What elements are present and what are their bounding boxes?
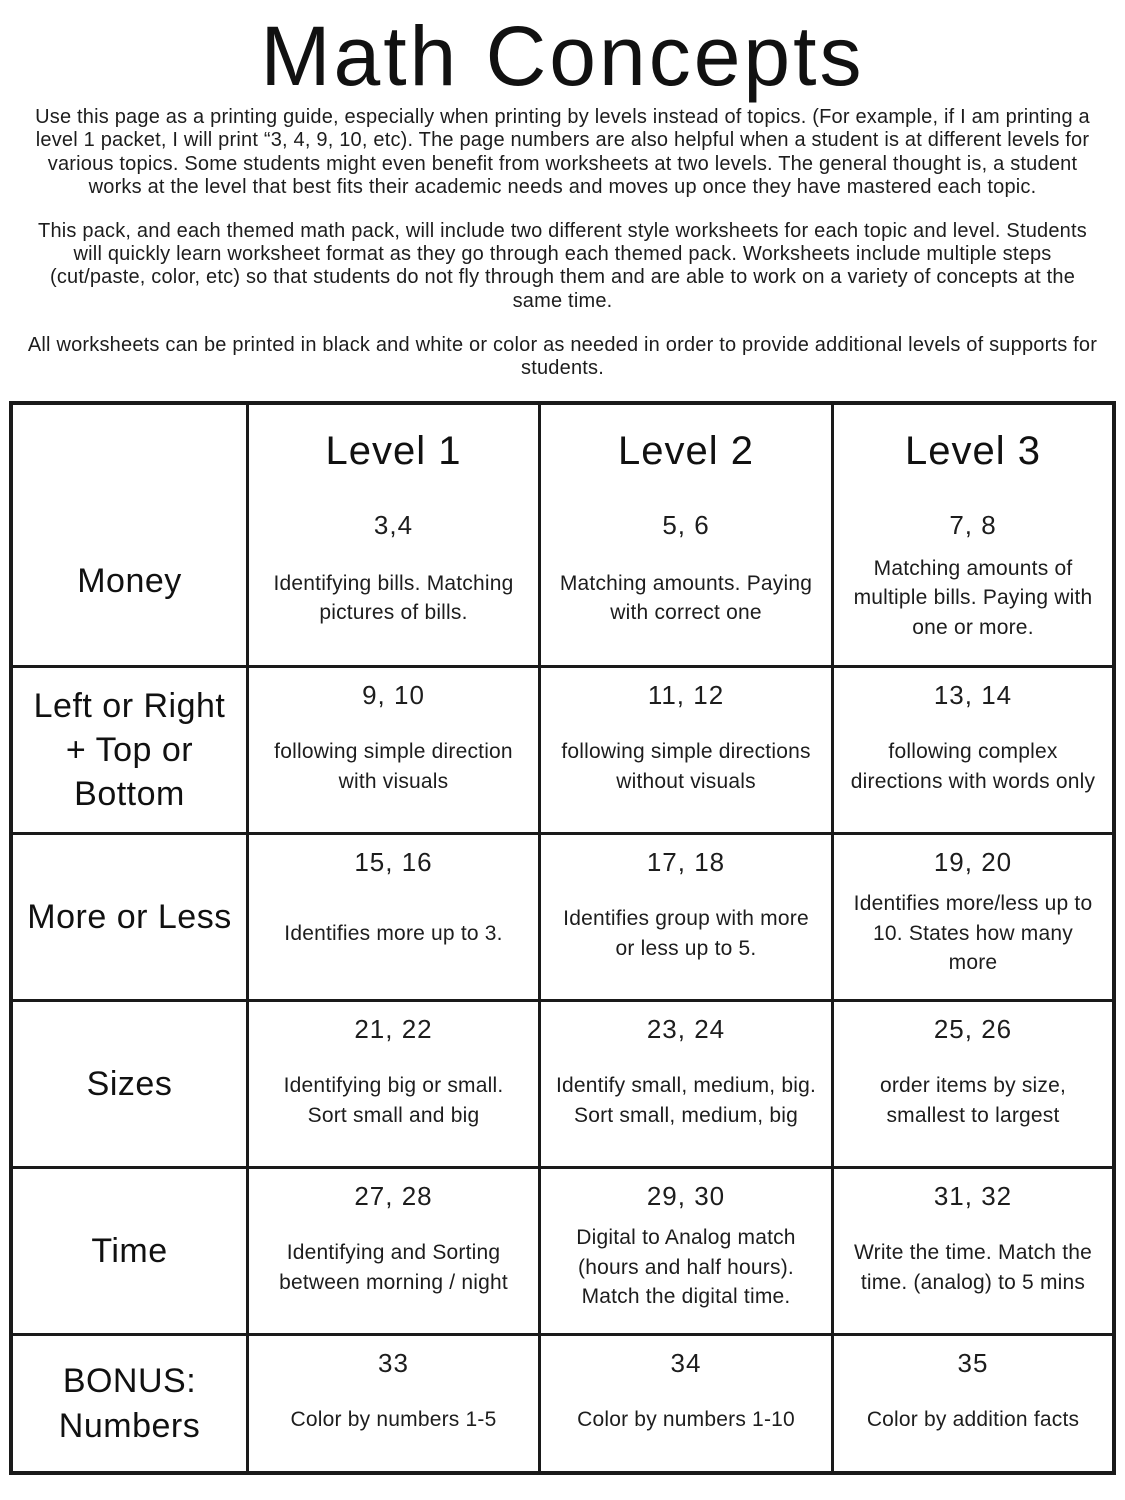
- level-cell: [246, 1169, 538, 1333]
- topic-cell: Money: [77, 562, 182, 601]
- cell-desc: Digital to Analog match (hours and half hours). Match the digital time.: [576, 1226, 796, 1309]
- cell-pages: 13, 14: [933, 680, 1013, 711]
- cell-pages: 27, 28: [354, 1181, 433, 1212]
- cell-pages: 25, 26: [933, 1014, 1013, 1045]
- cell-pages: 5, 6: [662, 510, 710, 541]
- cell-pages: 11, 12: [647, 680, 725, 711]
- cell-pages: 29, 30: [646, 1181, 726, 1212]
- table-row: [13, 999, 1112, 1166]
- level-cell: [831, 498, 1112, 665]
- cell-pages: 21, 22: [354, 1014, 433, 1045]
- cell-pages: 31, 32: [933, 1181, 1013, 1212]
- cell-desc: Matching amounts of multiple bills. Paying with one or more.: [853, 556, 1093, 639]
- level-cell: [538, 1002, 831, 1166]
- level-cell: [831, 835, 1112, 999]
- header-cell-level-2: Level 2: [538, 405, 831, 498]
- cell-pages: 23, 24: [646, 1014, 726, 1045]
- level-cell: [831, 1169, 1112, 1333]
- level-cell: [246, 1336, 538, 1471]
- topic-cell: Left or Right + Top or Bottom: [33, 686, 226, 814]
- header-cell-level-3: Level 3: [831, 405, 1112, 498]
- level-cell: [538, 835, 831, 999]
- cell-desc: Matching amounts. Paying with correct one: [559, 571, 813, 625]
- table-row: [13, 832, 1112, 999]
- cell-desc: Identify small, medium, big. Sort small, medium, big: [555, 1074, 817, 1127]
- cell-desc: Identifying big or small. Sort small and big: [283, 1074, 504, 1127]
- page-title: Math Concepts: [260, 9, 865, 103]
- intro-paragraph: All worksheets can be printed in black and white or color as needed in order to provide additional levels of supports for students.: [27, 333, 1098, 379]
- level-cell: [538, 498, 831, 665]
- topic-cell: Time: [91, 1231, 168, 1270]
- table-row: [13, 665, 1112, 832]
- cell-desc: Identifying and Sorting between morning / night: [279, 1241, 508, 1294]
- cell-desc: Color by numbers 1-10: [577, 1408, 795, 1432]
- cell-desc: Color by numbers 1-5: [290, 1408, 497, 1432]
- level-cell: [538, 668, 831, 832]
- cell-desc: Color by addition facts: [866, 1408, 1080, 1432]
- topic-cell: BONUS: Numbers: [58, 1362, 201, 1445]
- header-cell-topic: [13, 405, 246, 498]
- cell-desc: following simple direction with visuals: [274, 740, 513, 793]
- concepts-table: [9, 401, 1116, 1475]
- cell-desc: following complex directions with words only: [850, 740, 1096, 793]
- intro-paragraph: Use this page as a printing guide, especially when printing by levels instead of topics. (For example, if I am printing a level 1 packet, I will print “3, 4, 9, 10, etc). The page numbers are also helpful when a student is at different levels for various topics. Some students might even benefit from worksheets at two levels. The general thought is, a student works at the level that best fits their academic needs and moves up once they have mastered each topic.: [35, 106, 1090, 198]
- cell-pages: 9, 10: [362, 680, 425, 711]
- cell-pages: 15, 16: [354, 847, 433, 878]
- level-cell: [538, 1169, 831, 1333]
- cell-pages: 3,4: [373, 510, 414, 541]
- level-cell: [246, 1002, 538, 1166]
- cell-pages: 17, 18: [646, 847, 726, 878]
- cell-pages: 34: [670, 1348, 702, 1379]
- cell-desc: Identifies group with more or less up to 5.: [563, 907, 809, 960]
- topic-cell: Sizes: [86, 1064, 173, 1103]
- cell-pages: 7, 8: [949, 510, 997, 541]
- table-row: [13, 498, 1112, 665]
- cell-desc: Write the time. Match the time. (analog) to 5 mins: [853, 1241, 1093, 1294]
- level-cell: [246, 498, 538, 665]
- cell-desc: Identifying bills. Matching pictures of bills.: [273, 571, 514, 625]
- level-cell: [538, 1336, 831, 1471]
- topic-cell: More or Less: [27, 897, 232, 936]
- level-cell: [246, 835, 538, 999]
- level-cell: [831, 668, 1112, 832]
- level-cell: [831, 1002, 1112, 1166]
- intro-section: [0, 106, 1125, 380]
- cell-pages: 19, 20: [933, 847, 1013, 878]
- cell-desc: order items by size, smallest to largest: [879, 1074, 1067, 1127]
- intro-paragraph: This pack, and each themed math pack, will include two different style worksheets for each topic and level. Students will quickly learn worksheet format as they go through each themed pack. Worksheets include multiple steps (cut/paste, color, etc) so that students do not fly through them and are able to work on a variety of concepts at the same time.: [38, 219, 1087, 312]
- level-cell: [831, 1336, 1112, 1471]
- table-header-row: [13, 405, 1112, 498]
- cell-desc: following simple directions without visuals: [561, 740, 811, 793]
- table-row: [13, 1333, 1112, 1471]
- cell-pages: 33: [378, 1348, 409, 1379]
- cell-desc: Identifies more/less up to 10. States how many more: [853, 892, 1093, 975]
- header-cell-level-1: Level 1: [246, 405, 538, 498]
- cell-pages: 35: [957, 1348, 989, 1379]
- level-cell: [246, 668, 538, 832]
- cell-desc: Identifies more up to 3.: [284, 921, 503, 945]
- table-row: [13, 1166, 1112, 1333]
